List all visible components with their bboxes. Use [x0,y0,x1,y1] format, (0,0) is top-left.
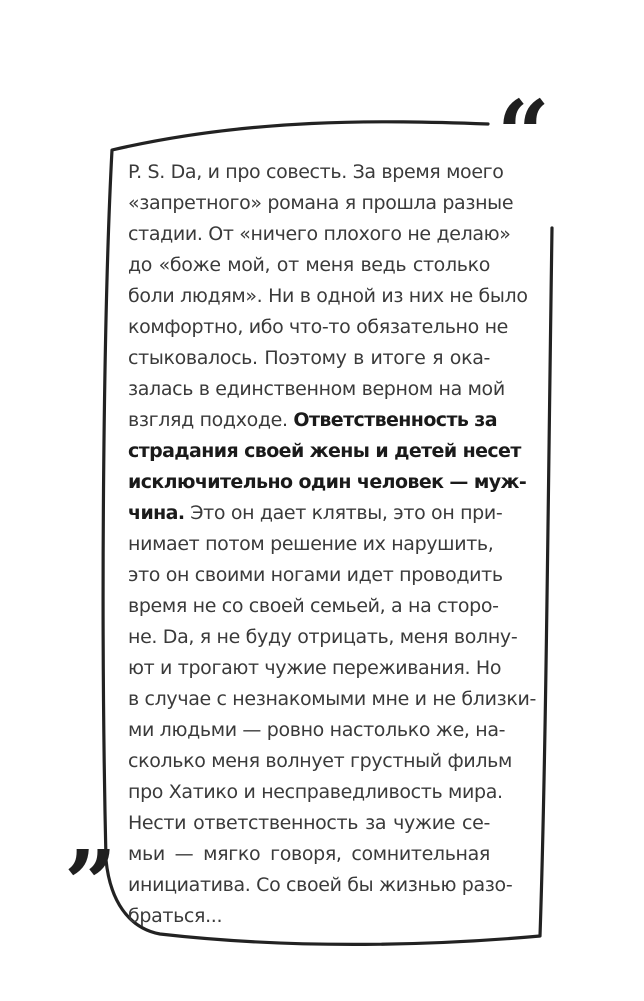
text-line: P. S. Da, и про совесть. За время моего [128,161,504,183]
text-line: нимает потом решение их нарушить, [128,533,494,555]
text-line: сколько меня волнует грустный фильм [128,750,513,772]
bold-text-line: исключительно один человек — муж- [128,471,527,493]
text-line: мьи — мягко говоря, сомнительная [128,843,490,865]
text-line: залась в единственном верном на мой [128,378,505,400]
bold-text-segment: Ответственность за [293,409,497,431]
text-line: «запретного» романа я прошла разные [128,192,514,214]
text-line: не. Da, я не буду отрицать, меня волну- [128,626,518,648]
text-line: стыковалось. Поэтому в итоге я ока- [128,347,490,369]
text-line [128,498,503,529]
bold-text-line: страдания своей жены и детей несет [128,440,521,462]
text-line: комфортно, ибо что-то обязательно не [128,316,509,338]
text-line [128,405,497,436]
text-segment: Это он дает клятвы, это он при- [184,502,503,524]
text-line: Нести ответственность за чужие се- [128,812,490,834]
bold-text-segment: чина. [128,502,185,524]
text-line: стадии. От «ничего плохого не делаю» [128,223,511,245]
text-line: ми людьми — ровно настолько же, на- [128,719,506,741]
text-line: браться... [128,905,223,927]
text-line: про Хатико и несправедливость мира. [128,781,503,803]
text-line: инициатива. Со своей бы жизнью разо- [128,874,513,896]
text-line: время не со своей семьей, а на сторо- [128,595,499,617]
text-line: ют и трогают чужие переживания. Но [128,657,502,679]
open-quote-mark: “ [497,80,550,188]
text-line: в случае с незнакомыми мне и не близки- [128,688,536,710]
text-line: до «боже мой, от меня ведь столько [128,254,490,276]
quote-text-block [128,157,536,932]
text-line: это он своими ногами идет проводить [128,564,503,586]
close-quote-mark: ” [64,830,117,938]
text-line: боли людям». Ни в одной из них не было [128,285,528,307]
text-segment: взгляд подходе. [128,409,294,431]
